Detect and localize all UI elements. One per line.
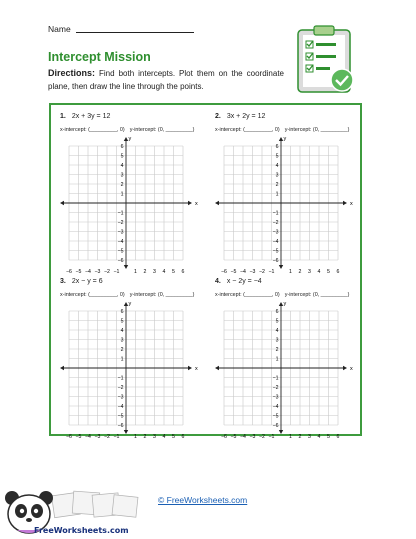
x-tick-label: 3 (153, 269, 156, 275)
worksheet-title: Intercept Mission (48, 50, 151, 64)
problem-equation: 1. 2x + 3y = 12 (60, 113, 111, 120)
x-tick-label: 1 (134, 269, 137, 275)
coordinate-plane[interactable] (51, 105, 201, 275)
x-axis-arrow-right (188, 201, 192, 205)
y-tick-label: 4 (275, 327, 279, 334)
y-intercept-prompt[interactable]: y-intercept: (0, _________) (284, 292, 350, 298)
y-tick-label: −6 (272, 257, 279, 264)
x-tick-label: −2 (259, 269, 265, 275)
y-intercept-prompt[interactable]: y-intercept: (0, _________) (129, 292, 195, 298)
y-tick-label: −4 (117, 238, 124, 245)
y-tick-label: 2 (275, 181, 279, 188)
y-tick-label: 2 (120, 346, 124, 353)
y-axis-label: y (283, 136, 287, 142)
x-tick-label: −4 (85, 434, 91, 440)
x-axis-label: x (195, 366, 198, 372)
y-tick-label: 5 (275, 318, 279, 325)
x-tick-label: −1 (268, 434, 275, 440)
problem-equation: 4. x − 2y = −4 (215, 278, 262, 285)
x-axis-label: x (350, 366, 353, 372)
y-axis-label: y (283, 301, 287, 307)
x-tick-label: 5 (172, 434, 175, 440)
y-tick-label: −3 (117, 394, 124, 401)
x-intercept-prompt[interactable]: x-intercept: (_________, 0) (215, 292, 280, 298)
y-intercept-prompt[interactable]: y-intercept: (0, _________) (129, 127, 195, 133)
x-axis-arrow-right (343, 366, 347, 370)
x-tick-label: −3 (249, 269, 256, 275)
x-intercept-prompt[interactable]: x-intercept: (_________, 0) (60, 292, 125, 298)
x-tick-label: −2 (259, 434, 265, 440)
x-axis-label: x (350, 201, 353, 207)
x-tick-label: −6 (66, 269, 72, 275)
x-tick-label: −2 (104, 434, 110, 440)
y-tick-label: 3 (275, 337, 279, 344)
problem-equation: 3. 2x − y = 6 (60, 278, 103, 285)
y-tick-label: −4 (272, 403, 279, 410)
y-tick-label: 3 (275, 172, 279, 179)
y-axis-arrow-bottom (279, 265, 283, 269)
y-tick-label: 5 (275, 153, 279, 160)
y-tick-label: −4 (272, 238, 279, 245)
x-tick-label: 5 (327, 434, 330, 440)
y-tick-label: 6 (275, 308, 279, 315)
x-tick-label: 1 (134, 434, 137, 440)
x-tick-label: −1 (113, 434, 120, 440)
x-tick-label: −1 (268, 269, 275, 275)
x-tick-label: −5 (75, 434, 82, 440)
x-tick-label: 2 (298, 434, 302, 440)
y-tick-label: −5 (117, 248, 124, 255)
clipboard-checklist-icon (292, 24, 358, 96)
x-tick-label: −4 (85, 269, 91, 275)
y-axis-arrow-bottom (279, 430, 283, 434)
x-intercept-prompt[interactable]: x-intercept: (_________, 0) (60, 127, 125, 133)
y-tick-label: −6 (272, 422, 279, 429)
y-tick-label: 5 (120, 153, 124, 160)
problem-1 (51, 105, 201, 275)
x-tick-label: 5 (172, 269, 175, 275)
y-tick-label: 3 (120, 337, 124, 344)
y-tick-label: 6 (120, 143, 124, 150)
y-tick-label: 1 (120, 356, 124, 363)
x-tick-label: 1 (289, 269, 292, 275)
x-axis-arrow-right (343, 201, 347, 205)
y-tick-label: −3 (272, 394, 279, 401)
problem-2 (206, 105, 356, 275)
problems-frame (49, 103, 362, 440)
x-tick-label: 2 (143, 434, 147, 440)
x-tick-label: −4 (240, 269, 246, 275)
coordinate-plane[interactable] (206, 105, 356, 275)
name-label: Name (48, 24, 71, 34)
x-tick-label: −3 (94, 434, 101, 440)
x-tick-label: −6 (66, 434, 72, 440)
problem-4 (206, 270, 356, 440)
x-tick-label: −2 (104, 269, 110, 275)
problem-equation: 2. 3x + 2y = 12 (215, 113, 266, 120)
y-tick-label: 4 (275, 162, 279, 169)
x-tick-label: −3 (94, 269, 101, 275)
y-tick-label: −1 (272, 210, 279, 217)
y-tick-label: −5 (117, 413, 124, 420)
y-tick-label: −2 (272, 384, 279, 391)
x-axis-label: x (195, 201, 198, 207)
x-tick-label: −5 (75, 269, 82, 275)
y-axis-label: y (128, 136, 132, 142)
name-row (48, 24, 194, 34)
directions-text: Find both intercepts. Plot them on the coordinate plane, then draw the line through the points. (48, 69, 284, 91)
directions (48, 67, 284, 93)
name-input-line[interactable] (76, 32, 194, 33)
x-tick-label: 3 (308, 269, 311, 275)
y-tick-label: −4 (117, 403, 124, 410)
y-tick-label: −1 (117, 210, 124, 217)
x-tick-label: −5 (230, 269, 237, 275)
y-tick-label: 2 (275, 346, 279, 353)
y-tick-label: −6 (117, 257, 124, 264)
x-axis-arrow-left (60, 201, 64, 205)
x-intercept-prompt[interactable]: x-intercept: (_________, 0) (215, 127, 280, 133)
x-tick-label: −3 (249, 434, 256, 440)
problem-3 (51, 270, 201, 440)
x-tick-label: 6 (336, 434, 340, 440)
x-tick-label: −4 (240, 434, 246, 440)
y-tick-label: −3 (272, 229, 279, 236)
y-tick-label: −5 (272, 413, 279, 420)
x-tick-label: 3 (153, 434, 156, 440)
y-tick-label: −1 (272, 375, 279, 382)
x-tick-label: 2 (143, 269, 147, 275)
x-axis-arrow-right (188, 366, 192, 370)
x-tick-label: 3 (308, 434, 311, 440)
directions-label: Directions: (48, 68, 96, 78)
x-tick-label: 6 (181, 269, 185, 275)
y-tick-label: −5 (272, 248, 279, 255)
y-tick-label: −1 (117, 375, 124, 382)
x-tick-label: 6 (181, 434, 185, 440)
y-tick-label: −2 (272, 219, 279, 226)
x-tick-label: 6 (336, 269, 340, 275)
x-tick-label: −5 (230, 434, 237, 440)
y-tick-label: 4 (120, 162, 124, 169)
x-tick-label: 4 (317, 434, 321, 440)
y-axis-arrow-bottom (124, 265, 128, 269)
y-tick-label: −6 (117, 422, 124, 429)
x-tick-label: −6 (221, 269, 227, 275)
x-axis-arrow-left (215, 366, 219, 370)
y-tick-label: 4 (120, 327, 124, 334)
coordinate-plane[interactable] (51, 270, 201, 440)
y-tick-label: 2 (120, 181, 124, 188)
y-tick-label: −2 (117, 219, 124, 226)
y-tick-label: 6 (120, 308, 124, 315)
y-axis-arrow-bottom (124, 430, 128, 434)
logo-text: FreeWorksheets.com (34, 526, 129, 535)
x-tick-label: 5 (327, 269, 330, 275)
footer-link[interactable]: © FreeWorksheets.com (158, 495, 248, 505)
y-tick-label: −3 (117, 229, 124, 236)
y-intercept-prompt[interactable]: y-intercept: (0, _________) (284, 127, 350, 133)
y-tick-label: 1 (120, 191, 124, 198)
y-tick-label: 1 (275, 356, 279, 363)
y-tick-label: −2 (117, 384, 124, 391)
x-tick-label: 4 (162, 269, 166, 275)
x-axis-arrow-left (60, 366, 64, 370)
x-tick-label: 2 (298, 269, 302, 275)
coordinate-plane[interactable] (206, 270, 356, 440)
y-axis-label: y (128, 301, 132, 307)
x-axis-arrow-left (215, 201, 219, 205)
y-tick-label: 6 (275, 143, 279, 150)
x-tick-label: 4 (317, 269, 321, 275)
x-tick-label: −1 (113, 269, 120, 275)
x-tick-label: −6 (221, 434, 227, 440)
x-tick-label: 4 (162, 434, 166, 440)
x-tick-label: 1 (289, 434, 292, 440)
y-tick-label: 1 (275, 191, 279, 198)
y-tick-label: 5 (120, 318, 124, 325)
y-tick-label: 3 (120, 172, 124, 179)
